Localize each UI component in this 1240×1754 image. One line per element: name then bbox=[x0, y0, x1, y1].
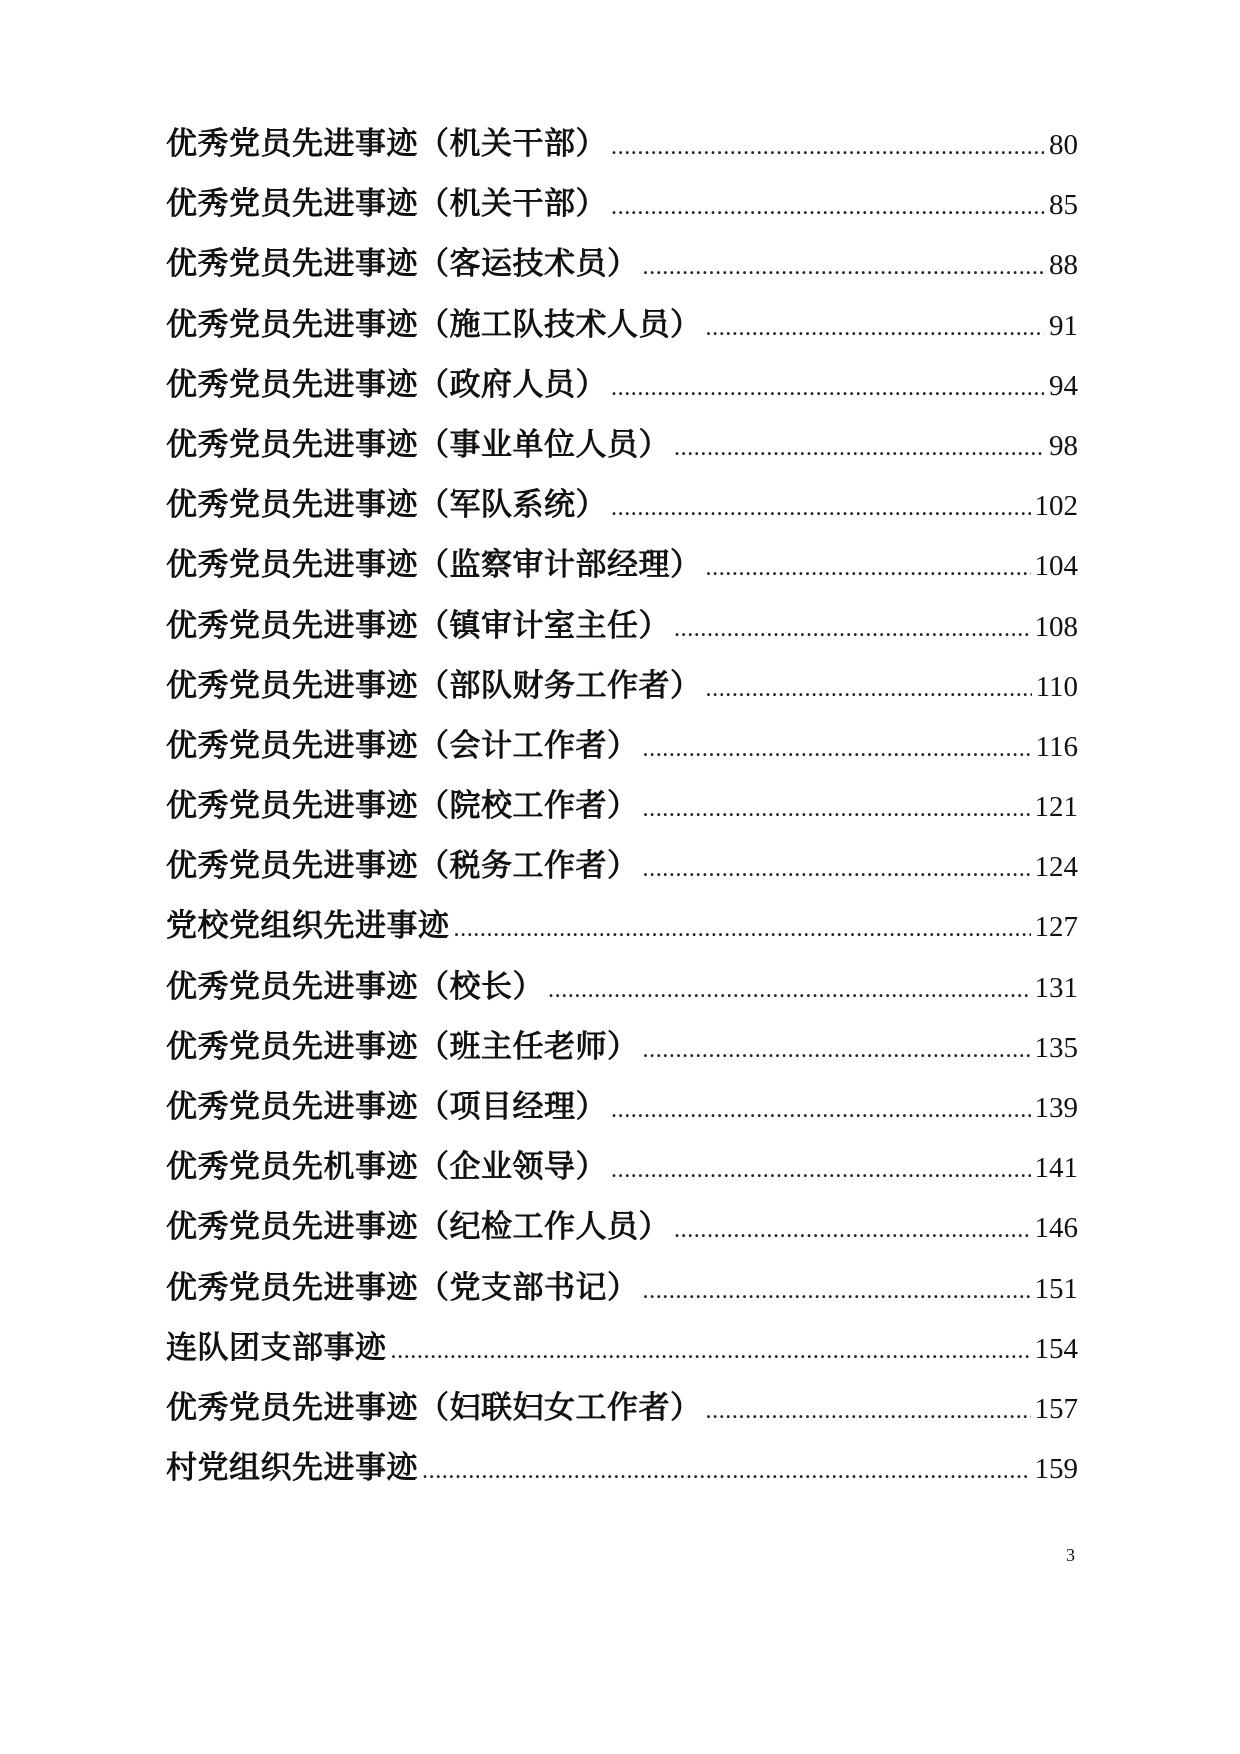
toc-entry-title[interactable]: 优秀党员先进事迹（校长） bbox=[166, 968, 544, 1005]
toc-entry[interactable] bbox=[166, 961, 1078, 1021]
toc-entry-title[interactable]: 优秀党员先进事迹（项目经理） bbox=[166, 1089, 607, 1125]
toc-entry-title[interactable]: 优秀党员先进事迹（客运技术员） bbox=[166, 246, 639, 283]
toc-entry[interactable] bbox=[166, 419, 1078, 479]
toc-entry-page: 146 bbox=[1034, 1212, 1078, 1245]
toc-entry-page: 135 bbox=[1034, 1031, 1078, 1064]
toc-entry[interactable] bbox=[166, 1081, 1078, 1141]
toc-entry[interactable] bbox=[166, 660, 1078, 720]
toc-entry-page: 94 bbox=[1049, 369, 1078, 402]
toc-entry-title[interactable]: 优秀党员先进事迹（镇审计室主任） bbox=[166, 607, 670, 644]
toc-dot-leader bbox=[422, 1458, 1031, 1485]
toc-entry-title[interactable]: 优秀党员先进事迹（税务工作者） bbox=[166, 848, 639, 885]
toc-dot-leader bbox=[643, 736, 1032, 763]
toc-dot-leader bbox=[611, 495, 1031, 522]
toc-entry[interactable] bbox=[166, 780, 1078, 840]
toc-entry[interactable] bbox=[166, 1201, 1078, 1261]
toc-entry-page: 151 bbox=[1034, 1272, 1078, 1305]
toc-entry[interactable] bbox=[166, 1442, 1078, 1502]
toc-entry-title[interactable]: 优秀党员先进事迹（班主任老师） bbox=[166, 1028, 639, 1065]
toc-entry-title[interactable]: 优秀党员先进事迹（会计工作者） bbox=[166, 727, 639, 764]
toc-dot-leader bbox=[674, 1217, 1031, 1244]
toc-entry-page: 141 bbox=[1034, 1152, 1078, 1185]
toc-dot-leader bbox=[706, 315, 1045, 342]
toc-entry-page: 121 bbox=[1034, 791, 1078, 824]
toc-entry-page: 154 bbox=[1034, 1332, 1078, 1365]
toc-entry-title[interactable]: 连队团支部事迹 bbox=[166, 1329, 387, 1366]
toc-entry[interactable] bbox=[166, 359, 1078, 419]
toc-entry[interactable] bbox=[166, 720, 1078, 780]
toc-entry-page: 102 bbox=[1034, 490, 1078, 523]
toc-entry[interactable] bbox=[166, 118, 1078, 178]
toc-entry[interactable] bbox=[166, 238, 1078, 298]
toc-dot-leader bbox=[611, 375, 1044, 402]
toc-entry-page: 85 bbox=[1049, 189, 1078, 222]
toc-entry-title[interactable]: 优秀党员先进事迹（部队财务工作者） bbox=[166, 667, 702, 704]
toc-entry-page: 104 bbox=[1034, 550, 1078, 583]
toc-entry[interactable] bbox=[166, 1322, 1078, 1382]
toc-entry[interactable] bbox=[166, 1382, 1078, 1442]
toc-entry-page: 91 bbox=[1049, 309, 1078, 342]
toc-entry-page: 98 bbox=[1049, 429, 1078, 462]
toc-entry[interactable] bbox=[166, 900, 1078, 960]
toc-entry-title[interactable]: 党校党组织先进事迹 bbox=[166, 908, 450, 945]
toc-entry-page: 131 bbox=[1034, 971, 1078, 1004]
toc-entry[interactable] bbox=[166, 1021, 1078, 1081]
toc-dot-leader bbox=[643, 254, 1045, 281]
page-number: 3 bbox=[1066, 1545, 1075, 1565]
toc-entry[interactable] bbox=[166, 1141, 1078, 1201]
toc-dot-leader bbox=[611, 134, 1044, 161]
toc-entry-title[interactable]: 优秀党员先进事迹（机关干部） bbox=[166, 186, 607, 223]
toc-dot-leader bbox=[674, 616, 1031, 643]
toc-entry-title[interactable]: 优秀党员先进事迹（政府人员） bbox=[166, 366, 607, 403]
toc-dot-leader bbox=[643, 856, 1031, 883]
toc-entry-page: 124 bbox=[1034, 851, 1078, 884]
toc-entry-title[interactable]: 村党组织先进事迹 bbox=[166, 1450, 418, 1487]
toc-dot-leader bbox=[611, 194, 1044, 221]
toc-dot-leader bbox=[391, 1338, 1031, 1365]
toc-entry-page: 110 bbox=[1035, 670, 1078, 703]
toc-dot-leader bbox=[548, 977, 1031, 1004]
toc-entry-page: 159 bbox=[1034, 1453, 1078, 1486]
toc-entry-page: 157 bbox=[1034, 1392, 1078, 1425]
toc-dot-leader bbox=[706, 676, 1032, 703]
toc-dot-leader bbox=[611, 1097, 1031, 1124]
toc-entry-title[interactable]: 优秀党员先进事迹（党支部书记） bbox=[166, 1269, 639, 1306]
toc-entry[interactable] bbox=[166, 840, 1078, 900]
toc-entry-page: 80 bbox=[1049, 129, 1078, 161]
toc-entry-title[interactable]: 优秀党员先进事迹（妇联妇女工作者） bbox=[166, 1389, 702, 1426]
toc-dot-leader bbox=[706, 555, 1031, 582]
toc-dot-leader bbox=[674, 435, 1044, 462]
toc-entry[interactable] bbox=[166, 539, 1078, 599]
toc-entry-title[interactable]: 优秀党员先进事迹（纪检工作人员） bbox=[166, 1209, 670, 1246]
toc-entry-title[interactable]: 优秀党员先机事迹（企业领导） bbox=[166, 1149, 607, 1186]
toc-entry[interactable] bbox=[166, 299, 1078, 359]
toc-entry-title[interactable]: 优秀党员先进事迹（事业单位人员） bbox=[166, 426, 670, 463]
toc-dot-leader bbox=[643, 1278, 1031, 1305]
toc-entry-title[interactable]: 优秀党员先进事迹（监察审计部经理） bbox=[166, 547, 702, 584]
toc-entry[interactable] bbox=[166, 1262, 1078, 1322]
toc-dot-leader bbox=[454, 916, 1031, 943]
toc-entry[interactable] bbox=[166, 178, 1078, 238]
toc-entry-page: 88 bbox=[1049, 249, 1078, 282]
toc-dot-leader bbox=[611, 1157, 1031, 1184]
toc-entry-page: 108 bbox=[1034, 610, 1078, 643]
toc-entry-page: 127 bbox=[1034, 911, 1078, 944]
toc-entry-title[interactable]: 优秀党员先进事迹（军队系统） bbox=[166, 487, 607, 524]
toc-entry-page: 139 bbox=[1034, 1092, 1078, 1124]
toc-dot-leader bbox=[643, 1037, 1031, 1064]
toc-dot-leader bbox=[643, 796, 1031, 823]
toc-entry-title[interactable]: 优秀党员先进事迹（机关干部） bbox=[166, 126, 607, 162]
toc-entry[interactable] bbox=[166, 600, 1078, 660]
toc-entry-title[interactable]: 优秀党员先进事迹（院校工作者） bbox=[166, 788, 639, 825]
toc-entry-title[interactable]: 优秀党员先进事迹（施工队技术人员） bbox=[166, 306, 702, 343]
table-of-contents bbox=[166, 118, 1078, 1502]
toc-dot-leader bbox=[706, 1398, 1031, 1425]
toc-entry[interactable] bbox=[166, 479, 1078, 539]
toc-entry-page: 116 bbox=[1035, 730, 1078, 763]
